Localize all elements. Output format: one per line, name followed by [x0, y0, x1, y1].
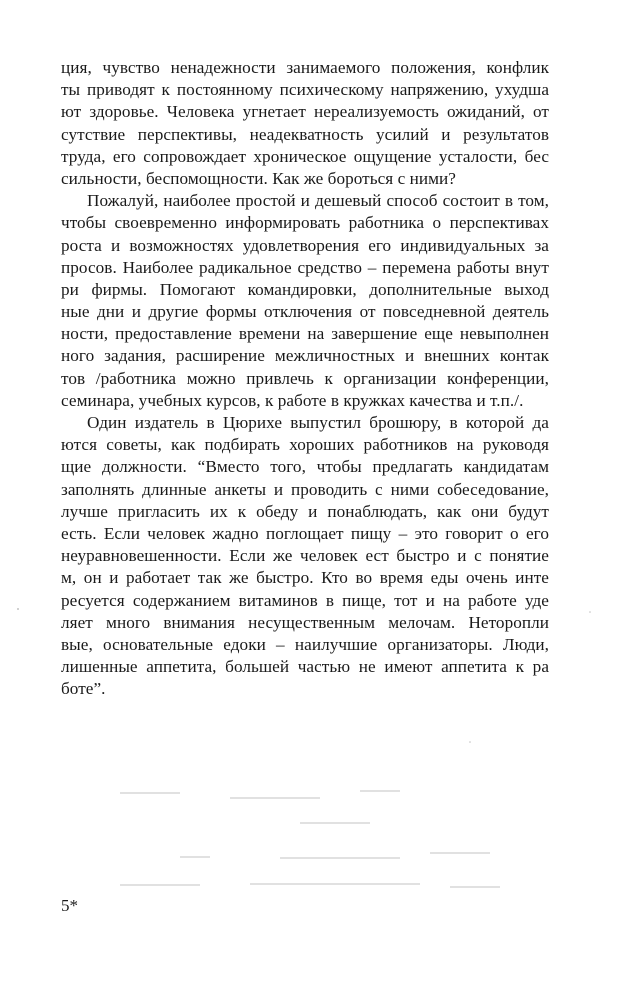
text-line: роста и возможностях удовлетворения его индивидуальных за [61, 235, 549, 255]
text-line: ются советы, как подбирать хороших работников на руководя [61, 435, 549, 455]
text-line: просов. Наиболее радикальное средство – перемена работы внут [61, 257, 549, 277]
text-line: тов /работника можно привлечь к организации конференции, [61, 368, 549, 388]
text-line: заполнять длинные анкеты и проводить с ними собеседование, [61, 479, 549, 499]
text-line: труда, его сопровождает хроническое ощущение усталости, бес [61, 146, 549, 166]
text-line: ляет много внимания несущественным мелочам. Неторопли [61, 612, 549, 632]
paragraph-2 [61, 190, 549, 412]
text-line: Один издатель в Цюрихе выпустил брошюру, в которой да [87, 413, 549, 432]
paragraph-1 [61, 57, 549, 190]
text-line: ют здоровье. Человека угнетает нереализуемость ожиданий, от [61, 102, 549, 122]
text-line: щие должности. “Вместо того, чтобы предлагать кандидатам [61, 457, 549, 477]
signature-mark: 5* [61, 896, 78, 915]
text-line: лишенные аппетита, большей частью не имеют аппетита к ра [61, 657, 549, 677]
text-line: ри фирмы. Помогают командировки, дополнительные выход [61, 279, 549, 299]
body-text [61, 57, 549, 700]
text-line: сильности, беспомощности. Как же бороться с ними? [61, 168, 456, 188]
text-line: семинара, учебных курсов, к работе в кружках качества и т.п./. [61, 390, 524, 410]
text-line: есть. Если человек жадно поглощает пищу – это говорит о его [61, 523, 549, 543]
text-line: ция, чувство ненадежности занимаемого положения, конфлик [61, 58, 549, 77]
text-line: ные дни и другие формы отключения от повседневной деятель [61, 302, 549, 322]
text-line: ты приводят к постоянному психическому напряжению, ухудша [61, 80, 549, 100]
text-line: ресуется содержанием витаминов в пище, тот и на работе уде [61, 590, 549, 610]
text-line: чтобы своевременно информировать работника о перспективах [61, 213, 549, 233]
text-line: вые, основательные едоки – наилучшие организаторы. Люди, [61, 634, 549, 654]
paragraph-3 [61, 412, 549, 700]
text-line: м, он и работает так же быстро. Кто во время еды очень инте [61, 568, 549, 588]
text-line: лучше пригласить их к обеду и понаблюдать, как они будут [61, 501, 549, 521]
text-line: неуравновешенности. Если же человек ест быстро и с понятие [61, 546, 549, 566]
text-line: ного задания, расширение межличностных и внешних контак [61, 346, 549, 366]
text-line: ности, предоставление времени на завершение еще невыполнен [61, 324, 549, 344]
text-line: Пожалуй, наиболее простой и дешевый способ состоит в том, [87, 191, 549, 211]
text-line: сутствие перспективы, неадекватность усилий и результатов [61, 124, 549, 144]
text-line: боте”. [61, 679, 106, 699]
